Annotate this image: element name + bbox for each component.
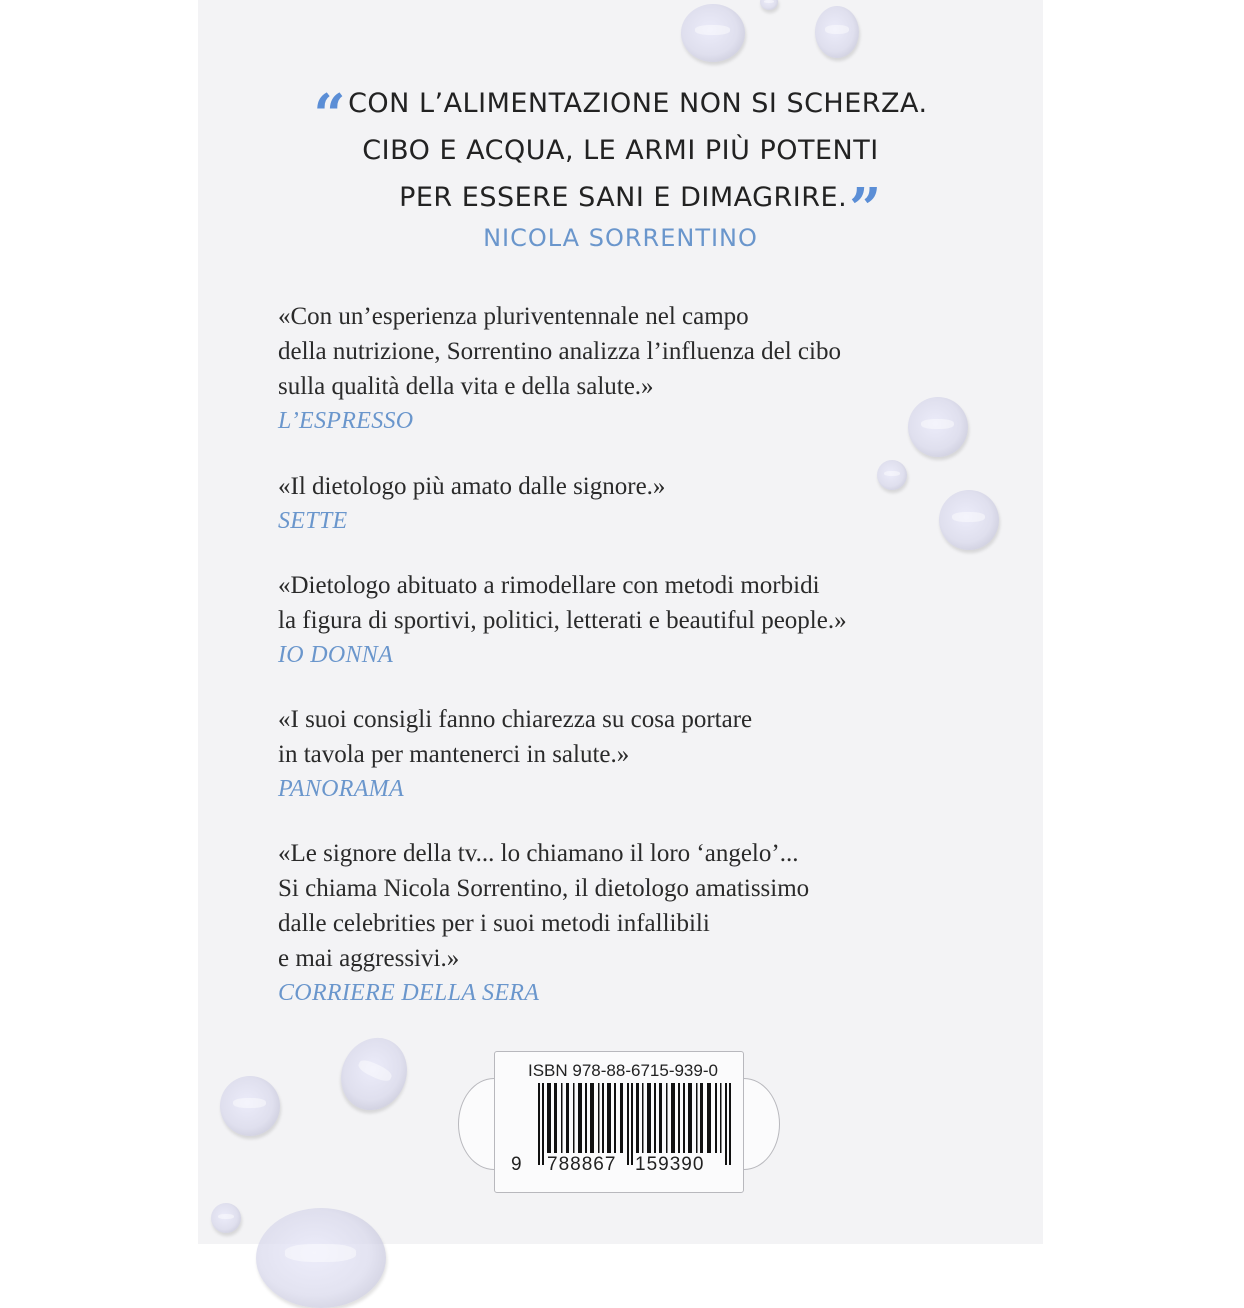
water-drop-icon — [220, 1076, 280, 1136]
review-source: PANORAMA — [278, 776, 404, 802]
review-quote — [278, 568, 847, 672]
open-quote-icon: “ — [313, 82, 347, 148]
review-source: IO DONNA — [278, 642, 394, 668]
headline-line-1 — [198, 80, 1043, 148]
water-drop-icon — [211, 1203, 241, 1233]
review-source: L’ESPRESSO — [278, 408, 414, 434]
review-line: Si chiama Nicola Sorrentino, il dietologo amatissimo — [278, 875, 810, 902]
barcode-right-digits: 159390 — [635, 1154, 705, 1175]
review-line: «I suoi consigli fanno chiarezza su cosa portare — [278, 706, 753, 733]
review-line: «Il dietologo più amato dalle signore.» — [278, 473, 666, 500]
review-line: e mai aggressivi.» — [278, 945, 460, 972]
headline-text: CON L’ALIMENTAZIONE NON SI SCHERZA. — [348, 88, 928, 119]
book-back-cover — [198, 0, 1043, 1244]
barcode-icon — [538, 1083, 732, 1165]
water-drop-icon — [329, 1027, 418, 1121]
review-line: sulla qualità della vita e della salute.» — [278, 373, 654, 400]
review-line: la figura di sportivi, politici, letterati e beautiful people.» — [278, 607, 847, 634]
review-quote — [278, 469, 665, 538]
quote-author: NICOLA SORRENTINO — [483, 224, 758, 252]
review-quote — [278, 702, 752, 806]
water-drop-icon — [908, 397, 968, 457]
review-line: «Con un’esperienza pluriventennale nel campo — [278, 303, 749, 330]
barcode-left-digits: 788867 — [547, 1154, 617, 1175]
isbn-text: ISBN 978-88-6715-939-0 — [528, 1061, 718, 1080]
review-line: «Dietologo abituato a rimodellare con metodi morbidi — [278, 572, 820, 599]
water-drop-icon — [256, 1208, 386, 1308]
barcode-first-digit: 9 — [511, 1154, 523, 1175]
review-source: SETTE — [278, 508, 348, 534]
water-drop-icon — [681, 4, 745, 62]
review-source: CORRIERE DELLA SERA — [278, 980, 540, 1006]
review-line: in tavola per mantenerci in salute.» — [278, 741, 630, 768]
water-drop-icon — [877, 460, 907, 490]
review-line: della nutrizione, Sorrentino analizza l’influenza del cibo — [278, 338, 841, 365]
barcode-bars — [538, 1083, 732, 1165]
close-quote-icon: ” — [849, 176, 882, 242]
review-quote — [278, 836, 809, 1010]
water-drop-icon — [939, 490, 999, 550]
review-line: dalle celebrities per i suoi metodi infallibili — [278, 910, 710, 937]
water-drop-icon — [815, 6, 859, 58]
water-drop-icon — [760, 0, 778, 10]
headline-text: PER ESSERE SANI E DIMAGRIRE. — [399, 182, 848, 213]
review-line: «Le signore della tv... lo chiamano il loro ‘angelo’... — [278, 840, 799, 867]
review-quote — [278, 299, 841, 438]
headline-line-2: CIBO E ACQUA, LE ARMI PIÙ POTENTI — [362, 135, 879, 166]
